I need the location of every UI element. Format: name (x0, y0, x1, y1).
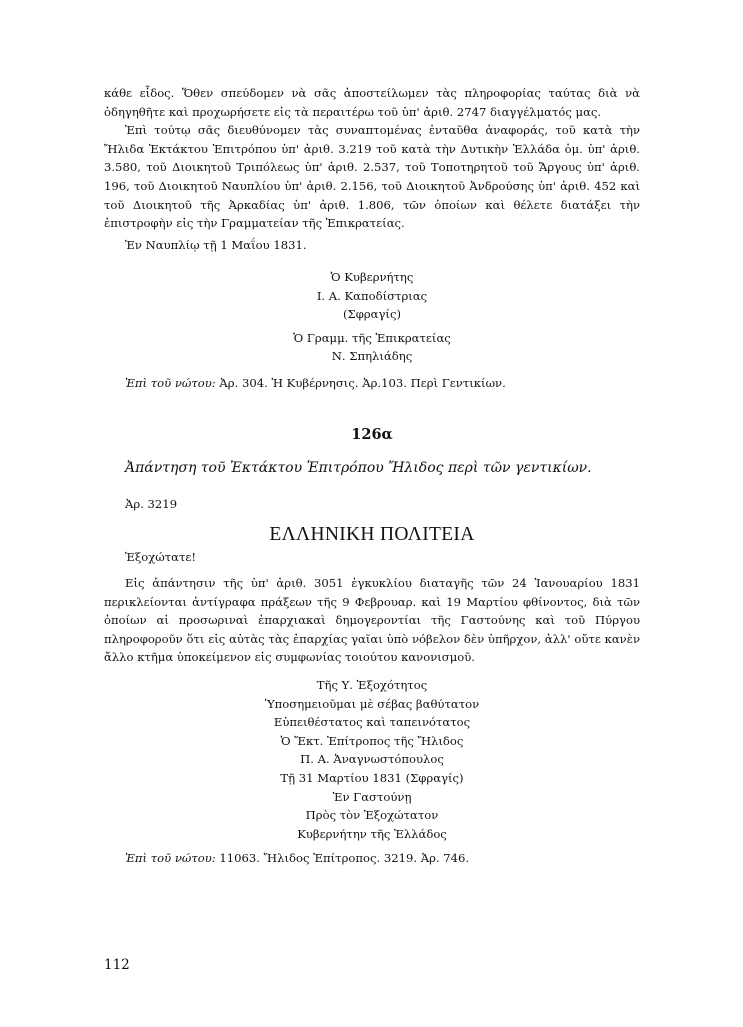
note-label: Ἐπὶ τοῦ νώτου: (125, 851, 216, 865)
doc125-endorsement (104, 374, 640, 393)
doc125-paragraph-2: Ἐπὶ τούτῳ σᾶς διευθύνομεν τὰς συναπτομένας ἐνταῦθα ἀναφοράς, τοῦ κατὰ τὴν Ἤλιδα Ἐκτάκτου Ἐπιτρόπου ὑπ' ἀριθ. 3.219 τοῦ κατὰ τὴν Δυτικὴν Ἑλλάδα ὁμ. ὑπ' ἀριθ. 3.580, τοῦ Διοικητοῦ Τριπόλεως ὑπ' ἀριθ. 2.537, τοῦ Τοποτηρητοῦ τοῦ Ἄργους ὑπ' ἀριθ. 196, τοῦ Διοικητοῦ Ναυπλίου ὑπ' ἀριθ. 2.156, τοῦ Διοικητοῦ Ἀνδρούσης ὑπ' ἀριθ. 452 καὶ τοῦ Διοικητοῦ τῆς Ἀρκαδίας ὑπ' ἀριθ. 1.806, τῶν ὁποίων καὶ θέλετε διατάξει τὴν ἐπιστροφὴν εἰς τὴν Γραμματείαν τῆς Ἐπικρατείας. (104, 123, 640, 231)
doc125-place-date: Ἐν Ναυπλίῳ τῇ 1 Μαΐου 1831. (125, 237, 307, 252)
note-text: Ἀρ. 304. Ἡ Κυβέρνησις. Ἀρ.103. Περὶ Γεντικίων. (215, 376, 506, 390)
signature-line: Ι. Α. Καποδίστριας (316, 288, 428, 303)
signature-line: Ὁ Κυβερνήτης (330, 270, 414, 284)
doc126-state-wrap (104, 524, 640, 546)
note-label: Ἐπὶ τοῦ νώτου: (125, 376, 216, 390)
page-number: 112 (104, 957, 130, 973)
doc126-body (104, 574, 640, 667)
doc126-closing-block (104, 676, 640, 843)
doc126-endorsement (104, 849, 640, 868)
note-text: 11063. Ἤλιδος Ἐπίτροπος. 3219. Ἀρ. 746. (215, 851, 470, 865)
doc126-ref-wrap (104, 495, 640, 514)
document-number: 126α (351, 426, 393, 443)
closing-line: Πρὸς τὸν Ἐξοχώτατον (305, 808, 439, 823)
closing-line: Ἐν Γαστούνῃ (332, 789, 412, 804)
signature-line: Ὁ Γραμμ. τῆς Ἐπικρατείας (293, 330, 451, 345)
signature-line: Ν. Σπηλιάδης (331, 349, 413, 364)
document-title: Ἀπάντηση τοῦ Ἐκτάκτου Ἐπιτρόπου Ἤλιδος περὶ τῶν γεντικίων. (125, 460, 592, 476)
salutation: Ἐξοχώτατε! (125, 550, 197, 564)
closing-line: Ὑποσημειοῦμαι μὲ σέβας βαθύτατον (264, 696, 480, 711)
document-reference: Ἀρ. 3219 (125, 497, 178, 511)
doc126-paragraph: Εἰς ἀπάντησιν τῆς ὑπ' ἀριθ. 3051 ἐγκυκλίου διαταγῆς τῶν 24 Ἰανουαρίου 1831 περικλείονται ἀντίγραφα πράξεων τῆς 9 Φεβρουαρ. καὶ 19 Μαρτίου φθίνοντος, διὰ τῶν ὁποίων αἱ προσωριναὶ ἐπαρχιακαὶ δημογεροντίαι τῆς Γαστούνης καὶ τοῦ Πύργου πληροφοροῦν ὅτι εἰς αὐτὰς τὰς ἐπαρχίας γαῖαι ὑπὸ νόβελον δὲν ὑπῆρχον, ἀλλ' οὔτε κανὲν ἄλλο κτῆμα ὑποκείμενον εἰς συμφωνίας τοιούτου κανονισμοῦ. (104, 576, 640, 665)
doc125-signature-block (104, 268, 640, 366)
closing-line: Π. Α. Ἀναγνωστόπουλος (300, 752, 444, 767)
closing-line: Ὁ Ἔκτ. Ἐπίτροπος τῆς Ἤλιδος (280, 733, 464, 748)
signature-line: (Σφραγίς) (343, 307, 401, 322)
closing-line: Τῇ 31 Μαρτίου 1831 (Σφραγίς) (280, 770, 464, 785)
closing-line: Εὐπειθέστατος καὶ ταπεινότατος (273, 715, 471, 730)
doc125-body (104, 84, 640, 254)
closing-line: Κυβερνήτην τῆς Ἑλλάδος (297, 826, 447, 841)
closing-line: Τῆς Υ. Ἐξοχότητος (316, 678, 428, 692)
doc125-paragraph-1: κάθε εἶδος. Ὅθεν σπεύδομεν νὰ σᾶς ἀποστείλωμεν τὰς πληροφορίας ταύτας διὰ νὰ ὁδηγηθῆτε καὶ προχωρήσετε εἰς τὰ περαιτέρω τοῦ ὑπ' ἀριθ. 2747 διαγγέλματός μας. (104, 86, 640, 119)
page-number-wrap (104, 957, 640, 973)
doc126-salutation-wrap (104, 548, 640, 567)
doc126-number-wrap (104, 426, 640, 443)
state-header: ΕΛΛΗΝΙΚΗ ΠΟΛΙΤΕΙΑ (269, 524, 475, 545)
doc126-title-wrap (104, 460, 640, 476)
